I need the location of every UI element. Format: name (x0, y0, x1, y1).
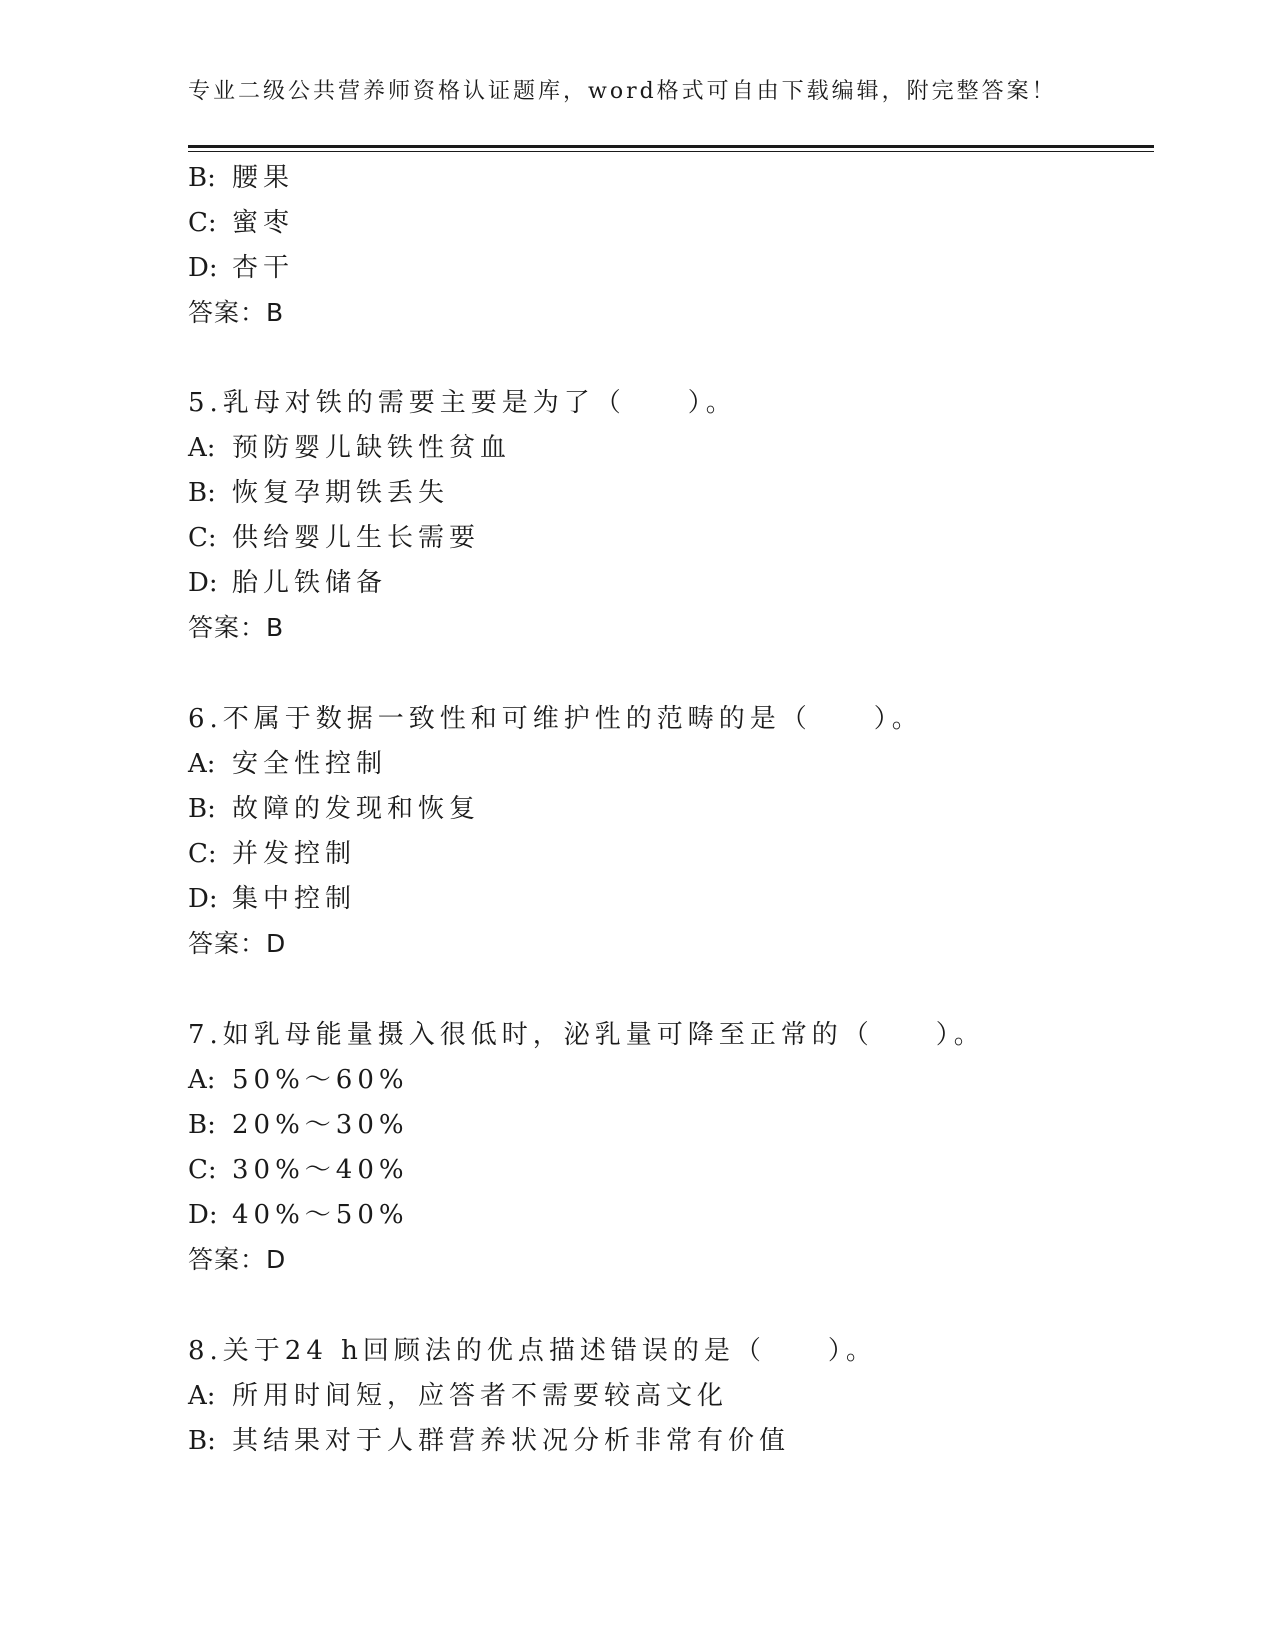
q5-answer: 答案：B (188, 613, 285, 642)
q6-question: 6.不属于数据一致性和可维护性的范畴的是（ ）。 (188, 704, 923, 734)
q7-option-b: B: 20%～30% (188, 1110, 409, 1140)
q4-option-d: D: 杏干 (188, 253, 295, 283)
header-rule-thick (188, 145, 1154, 148)
page-header: 专业二级公共营养师资格认证题库，word格式可自由下载编辑，附完整答案！ (188, 79, 1057, 104)
q7-answer: 答案：D (188, 1245, 287, 1274)
q5-option-a: A: 预防婴儿缺铁性贫血 (188, 433, 512, 463)
q7-option-d: D: 40%～50% (188, 1200, 409, 1230)
q8-question: 8.关于24 h回顾法的优点描述错误的是（ ）。 (188, 1336, 877, 1366)
q5-option-c: C: 供给婴儿生长需要 (188, 523, 481, 553)
q8-option-a: A: 所用时间短，应答者不需要较高文化 (188, 1381, 729, 1411)
q5-question: 5.乳母对铁的需要主要是为了（ ）。 (188, 388, 737, 418)
q6-option-d: D: 集中控制 (188, 884, 357, 914)
q6-option-c: C: 并发控制 (188, 839, 357, 869)
q7-question: 7.如乳母能量摄入很低时，泌乳量可降至正常的（ ）。 (188, 1020, 985, 1050)
q4-answer: 答案：B (188, 298, 285, 327)
q5-option-b: B: 恢复孕期铁丢失 (188, 478, 450, 508)
q5-option-d: D: 胎儿铁储备 (188, 568, 388, 598)
q7-option-a: A: 50%～60% (188, 1065, 409, 1095)
header-rule-thin (188, 151, 1154, 152)
q4-option-c: C: 蜜枣 (188, 208, 295, 238)
q6-answer: 答案：D (188, 929, 287, 958)
q8-option-b: B: 其结果对于人群营养状况分析非常有价值 (188, 1426, 791, 1456)
q6-option-b: B: 故障的发现和恢复 (188, 794, 481, 824)
q4-option-b: B: 腰果 (188, 163, 295, 193)
q6-option-a: A: 安全性控制 (188, 749, 388, 779)
q7-option-c: C: 30%～40% (188, 1155, 409, 1185)
